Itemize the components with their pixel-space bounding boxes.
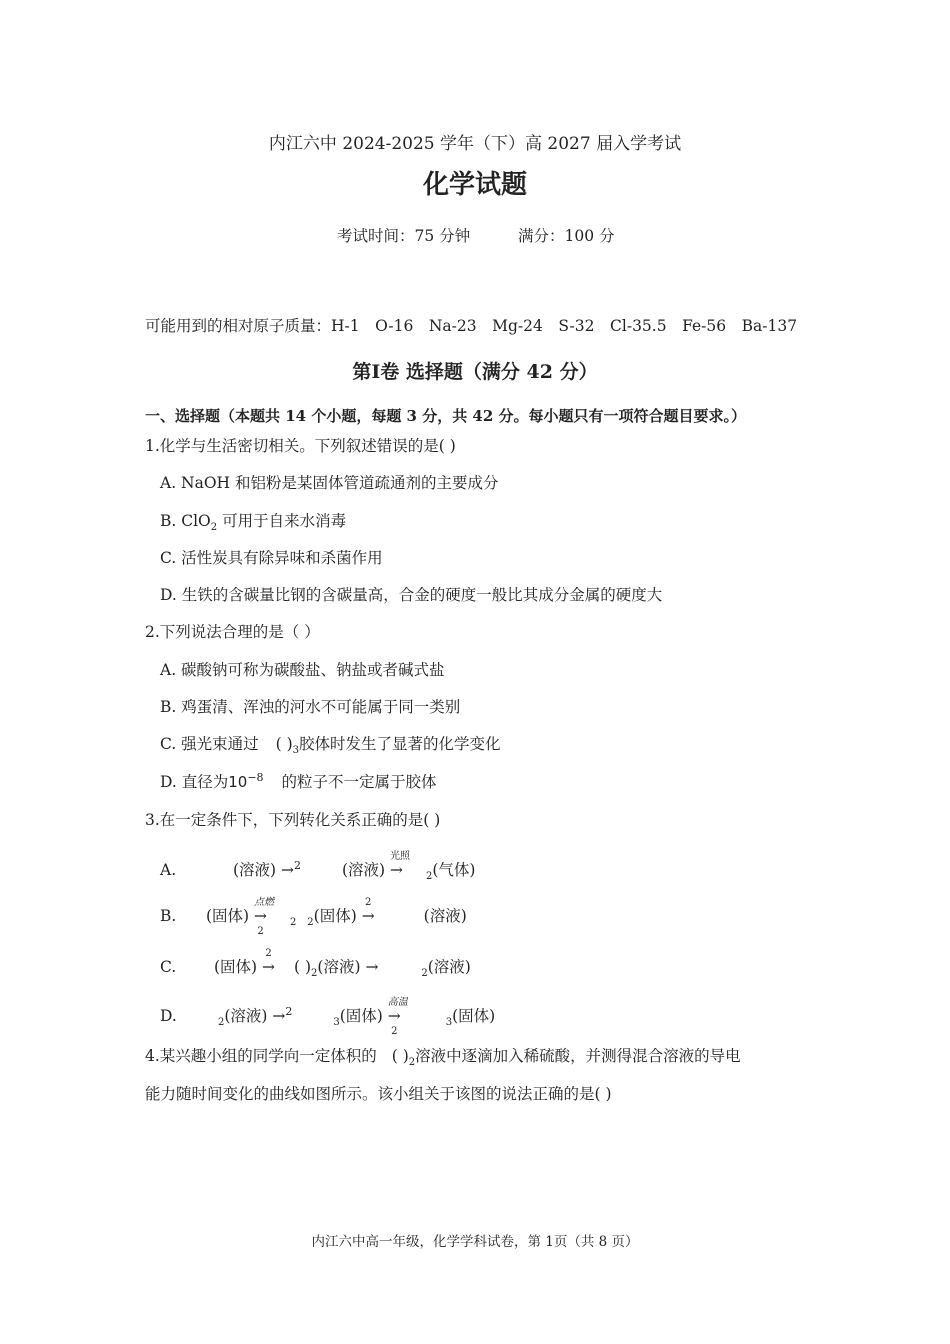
q3-b-arrow1: [254, 897, 275, 937]
q2-option-d-text: D. 直径为: [160, 773, 229, 791]
arrow-icon: →: [272, 1007, 286, 1025]
q3-c-paren: ( ): [293, 958, 312, 976]
q2-option-c-paren: ( ): [275, 735, 293, 753]
q3-d-arrow2: [387, 997, 408, 1037]
arrow-icon: →: [365, 958, 379, 976]
section-instructions: 一、选择题（本题共 14 个小题，每题 3 分，共 42 分。每小题只有一项符合题目要求。）: [145, 407, 747, 425]
q3-d-part3: (固体): [452, 1007, 496, 1025]
q2-option-d-rest: 的粒子不一定属于胶体: [281, 773, 437, 791]
q3-d-arrow1: [272, 1006, 292, 1028]
q3-d-arrow2-under: 2: [391, 1026, 398, 1037]
question-1-stem: 1.化学与生活密切相关。下列叙述错误的是( ): [145, 437, 456, 455]
q3-a-part1: (溶液): [233, 861, 277, 879]
q3-a-part2: (溶液): [341, 861, 386, 879]
question-2-stem: 2.下列说法合理的是（ ）: [145, 623, 320, 641]
q4-line1-b: 溶液中逐滴加入稀硫酸，并测得混合溶液的导电: [415, 1047, 741, 1065]
full-score: 满分：100 分: [518, 227, 615, 245]
q2-option-a: A. 碳酸钠可称为碳酸盐、钠盐或者碱式盐: [160, 661, 445, 679]
q3-option-a-label: A.: [160, 861, 177, 879]
exam-title-line: 内江六中 2024-2025 学年（下）高 2027 届入学考试: [268, 134, 682, 154]
question-3-stem: 3.在一定条件下，下列转化关系正确的是( ): [145, 811, 441, 829]
q3-b-part2: (固体): [313, 907, 357, 925]
q3-d-condition: 高温: [387, 997, 408, 1008]
q2-option-d: [160, 772, 437, 794]
q3-a-condition: 光照: [390, 851, 411, 862]
q3-c-part3: (溶液): [427, 958, 471, 976]
q3-option-a-expression: [233, 851, 476, 883]
q3-option-b-expression: [206, 897, 467, 937]
arrow-icon: →: [262, 958, 276, 976]
q3-option-d-label: D.: [160, 1007, 177, 1025]
q3-a-part3: (气体): [432, 861, 476, 879]
q3-a-arrow1: [281, 860, 301, 882]
q1-option-b-rest: 可用于自来水消毒: [217, 512, 347, 530]
q3-c-part2: (溶液): [317, 958, 361, 976]
q3-c-arrow1-reagent: 2: [265, 948, 272, 959]
q1-option-c: C. 活性炭具有除异味和杀菌作用: [160, 549, 383, 567]
q3-d-arrow1-reagent: 2: [285, 1005, 293, 1018]
question-4-line-1: [145, 1046, 741, 1069]
q3-b-condition: 点燃: [254, 897, 275, 908]
q1-option-b: [160, 511, 346, 534]
q2-option-c-rest: 胶体时发生了显著的化学变化: [299, 735, 501, 753]
q3-d-sub1: 2: [218, 1017, 225, 1028]
arrow-icon: →: [361, 907, 375, 925]
q3-d-sub3: 3: [445, 1017, 453, 1028]
q3-c-sub2: 2: [421, 968, 428, 979]
q3-a-subscript: 2: [425, 871, 433, 882]
q3-b-mid1: 2: [289, 917, 297, 928]
question-4-line-2: 能力随时间变化的曲线如图所示。该小组关于该图的说法正确的是( ): [145, 1085, 612, 1103]
q1-option-b-text: B. ClO: [160, 512, 211, 530]
arrow-icon: →: [387, 1007, 401, 1025]
q3-b-mid2: 2: [307, 917, 314, 928]
q2-option-b: B. 鸡蛋清、浑浊的河水不可能属于同一类别: [160, 698, 461, 716]
q3-option-c-label: C.: [160, 958, 177, 976]
q3-a-arrow2: [390, 851, 411, 880]
q3-option-c-expression: [214, 948, 471, 980]
q3-c-part1: (固体): [214, 958, 258, 976]
q3-b-part1: (固体): [206, 907, 250, 925]
q1-option-d: D. 生铁的含碳量比钢的含碳量高，合金的硬度一般比其成分金属的硬度大: [160, 586, 663, 604]
q3-c-sub1: 2: [311, 968, 318, 979]
q4-line1-paren: ( ): [391, 1047, 409, 1065]
section-title: 第Ⅰ卷 选择题（满分 42 分）: [352, 361, 598, 383]
q3-c-arrow1: [262, 948, 276, 977]
subject-title: 化学试题: [422, 170, 527, 200]
q1-option-b-subscript: 2: [210, 522, 218, 533]
q3-option-b-label: B.: [160, 907, 177, 925]
q3-b-part3: (溶液): [423, 907, 467, 925]
exam-time: 考试时间：75 分钟: [337, 227, 471, 245]
q2-option-d-exponent: −8: [247, 771, 264, 784]
q3-b-arrow2: [361, 897, 375, 926]
arrow-icon: →: [390, 861, 404, 879]
q2-option-c-text: C. 强光束通过: [160, 735, 259, 753]
q3-d-part2: (固体): [339, 1007, 383, 1025]
arrow-icon: →: [281, 861, 295, 879]
q1-option-a: A. NaOH 和铝粉是某固体管道疏通剂的主要成分: [160, 474, 499, 492]
q3-option-d-expression: [218, 997, 496, 1037]
q4-line1-a: 4.某兴趣小组的同学向一定体积的: [145, 1047, 377, 1065]
q4-line1-subscript: 2: [408, 1057, 416, 1068]
q3-d-part1: (溶液): [224, 1007, 268, 1025]
q3-b-arrow1-under: 2: [257, 926, 264, 937]
q3-b-arrow2-reagent: 2: [365, 897, 372, 908]
q2-option-d-base: 10: [228, 773, 248, 791]
atomic-masses: 可能用到的相对原子质量：H-1 O-16 Na-23 Mg-24 S-32 Cl-35.5 Fe-56 Ba-137: [145, 317, 798, 335]
q3-d-sub2: 3: [333, 1017, 340, 1028]
q3-a-arrow1-reagent: 2: [294, 859, 302, 872]
arrow-icon: →: [254, 907, 268, 925]
page-footer: 内江六中高一年级，化学学科试卷，第 1页（共 8 页）: [311, 1234, 639, 1250]
q2-option-c-subscript: 3: [292, 745, 300, 756]
q2-option-c: [160, 734, 501, 757]
